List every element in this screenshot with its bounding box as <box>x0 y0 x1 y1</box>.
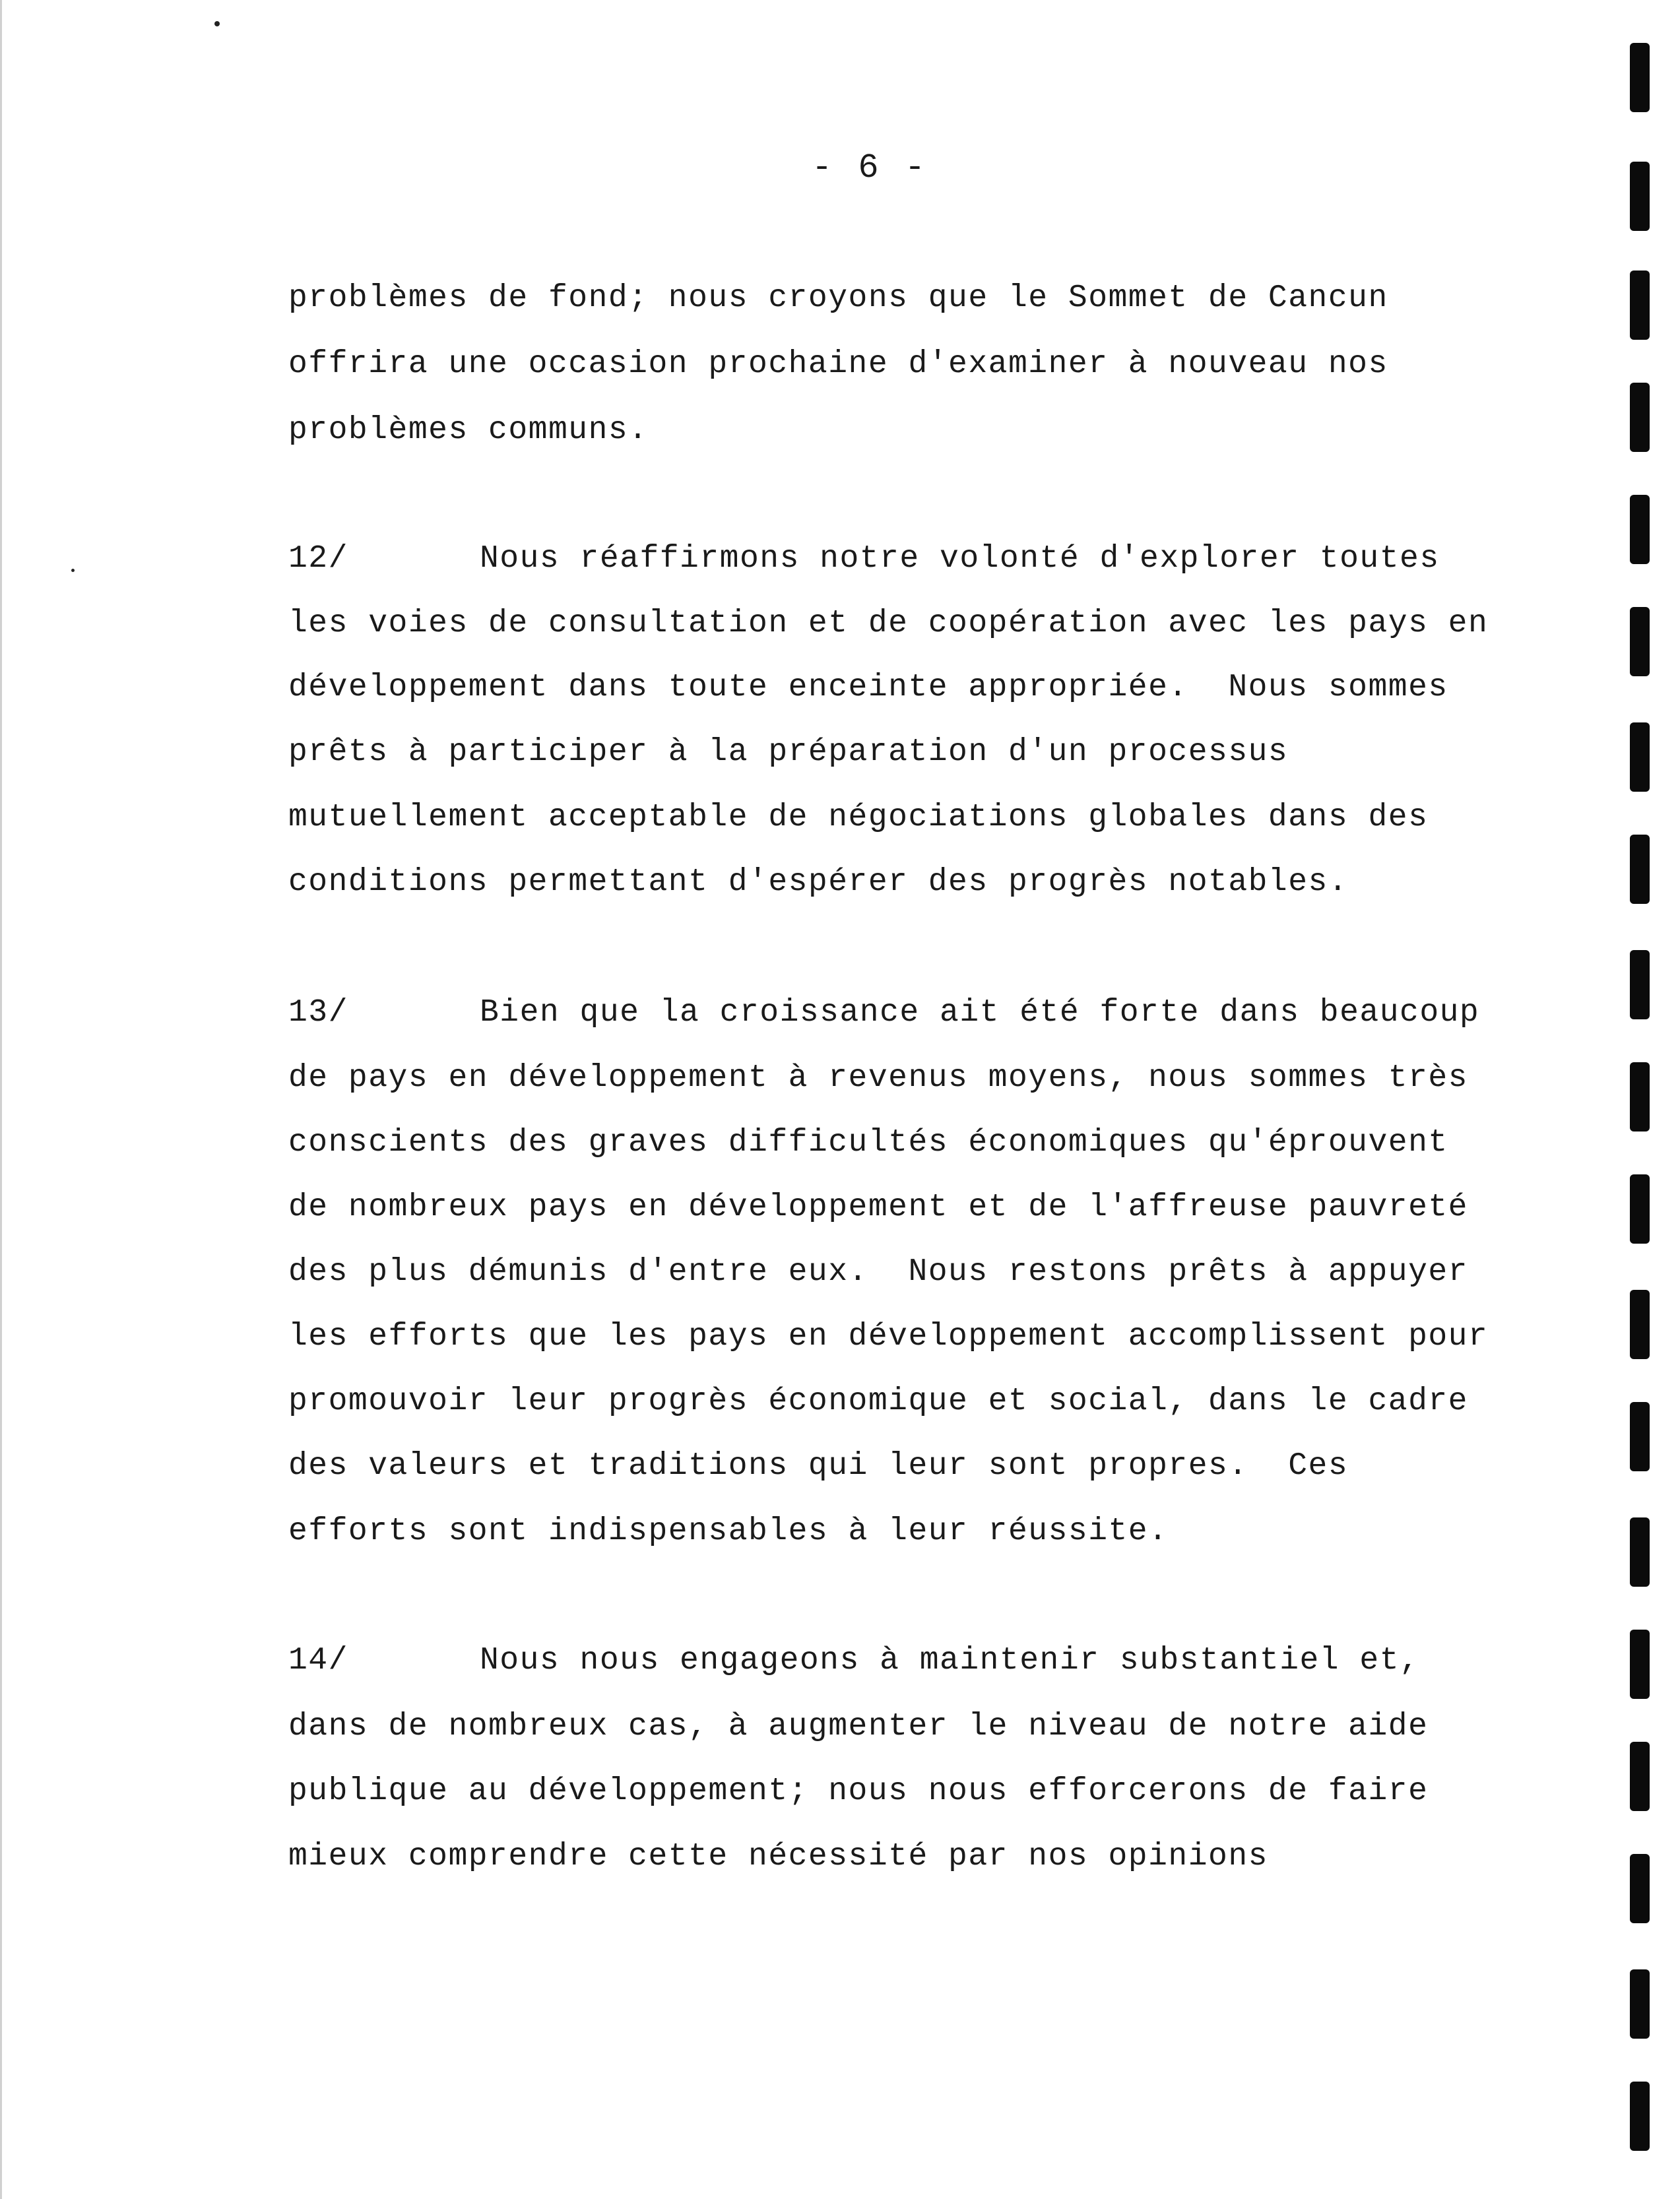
text-line: problèmes communs. <box>288 412 649 448</box>
binding-hole <box>1630 495 1650 564</box>
binding-hole <box>1630 1402 1650 1471</box>
text-line: les efforts que les pays en développement accomplissent pour <box>288 1319 1489 1354</box>
binding-hole <box>1630 835 1650 904</box>
binding-hole <box>1630 1630 1650 1699</box>
text-line: les voies de consultation et de coopération avec les pays en <box>288 606 1489 641</box>
paragraph-number: 12/ <box>288 541 348 577</box>
binding-hole <box>1630 383 1650 452</box>
text-line: prêts à participer à la préparation d'un processus <box>288 734 1289 770</box>
text-line: dans de nombreux cas, à augmenter le niveau de notre aide <box>288 1709 1429 1744</box>
text-line: conditions permettant d'espérer des progrès notables. <box>288 864 1349 900</box>
binding-hole <box>1630 1742 1650 1811</box>
binding-hole <box>1630 162 1650 231</box>
binding-hole <box>1630 722 1650 792</box>
scan-speck <box>71 569 75 572</box>
scan-speck <box>214 21 220 26</box>
paragraph-14-first-line: 14/ Nous nous engageons à maintenir substantiel et, <box>288 1643 1420 1678</box>
binding-hole <box>1630 271 1650 340</box>
text-line: de nombreux pays en développement et de l'affreuse pauvreté <box>288 1190 1468 1225</box>
binding-hole <box>1630 43 1650 112</box>
binding-hole <box>1630 2082 1650 2151</box>
paragraph-13-first-line: 13/ Bien que la croissance ait été forte dans beaucoup <box>288 995 1480 1031</box>
binding-hole <box>1630 1062 1650 1131</box>
binding-hole <box>1630 1290 1650 1359</box>
text-line: des valeurs et traditions qui leur sont propres. Ces <box>288 1448 1349 1484</box>
binding-hole <box>1630 607 1650 676</box>
binding-hole <box>1630 1969 1650 2039</box>
text-line: problèmes de fond; nous croyons que le Sommet de Cancun <box>288 280 1388 316</box>
scan-left-edge <box>0 0 2 2199</box>
paragraph-12-first-line: 12/ Nous réaffirmons notre volonté d'explorer toutes <box>288 541 1440 577</box>
text-line: mieux comprendre cette nécessité par nos opinions <box>288 1839 1268 1874</box>
text-line: développement dans toute enceinte appropriée. Nous sommes <box>288 670 1448 705</box>
paragraph-number: 13/ <box>288 995 348 1031</box>
text-line: conscients des graves difficultés économiques qu'éprouvent <box>288 1125 1448 1161</box>
text-line: de pays en développement à revenus moyens, nous sommes très <box>288 1060 1468 1096</box>
binding-hole <box>1630 1854 1650 1923</box>
text-line: des plus démunis d'entre eux. Nous restons prêts à appuyer <box>288 1254 1468 1290</box>
text-line: offrira une occasion prochaine d'examiner à nouveau nos <box>288 346 1388 382</box>
text-line: publique au développement; nous nous efforcerons de faire <box>288 1773 1429 1809</box>
binding-hole <box>1630 1174 1650 1244</box>
page-number: - 6 - <box>812 148 928 187</box>
paragraph-number: 14/ <box>288 1643 348 1678</box>
binding-hole <box>1630 950 1650 1019</box>
text-line: efforts sont indispensables à leur réussite. <box>288 1514 1169 1549</box>
binding-hole <box>1630 1517 1650 1587</box>
text-line: mutuellement acceptable de négociations globales dans des <box>288 800 1429 835</box>
text-line: promouvoir leur progrès économique et social, dans le cadre <box>288 1384 1468 1419</box>
